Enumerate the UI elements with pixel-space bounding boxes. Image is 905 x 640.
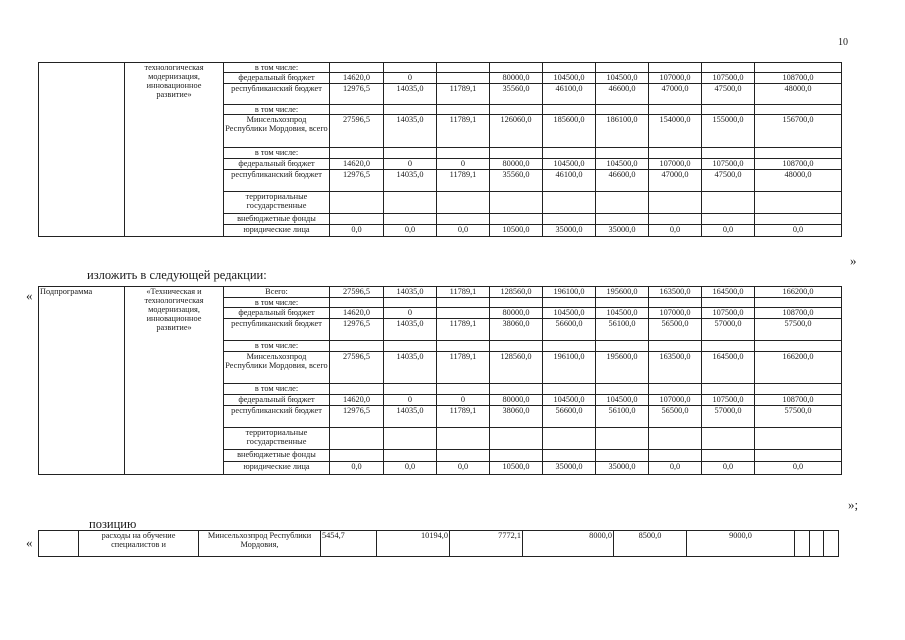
value-cell <box>490 450 543 462</box>
program-name-line: инновационное <box>146 81 202 90</box>
program-name-line: модернизация, <box>148 72 200 81</box>
value-cell: 104500,0 <box>543 159 596 170</box>
value-cell <box>330 105 384 115</box>
funding-source: республиканский бюджет <box>224 84 330 105</box>
value-cell: 27596,5 <box>330 287 384 298</box>
instruction-replace: изложить в следующей редакции: <box>87 268 267 282</box>
value-cell: 35000,0 <box>596 462 649 475</box>
row-source: Минсельхозпрод Республики Мордовия, <box>199 531 321 557</box>
value-cell <box>490 63 543 73</box>
value-cell: 9000,0 <box>687 531 795 557</box>
value-cell <box>649 148 702 159</box>
value-cell <box>490 384 543 395</box>
value-cell <box>490 105 543 115</box>
value-cell <box>543 450 596 462</box>
value-cell <box>437 148 490 159</box>
value-cell <box>490 148 543 159</box>
value-cell: 156700,0 <box>755 115 842 148</box>
value-cell: 35000,0 <box>543 462 596 475</box>
program-name-line: инновационное <box>146 314 202 323</box>
value-cell: 0,0 <box>437 462 490 475</box>
value-cell: 14620,0 <box>330 73 384 84</box>
value-cell: 128560,0 <box>490 287 543 298</box>
funding-source: федеральный бюджет <box>224 73 330 84</box>
value-cell: 104500,0 <box>596 308 649 319</box>
value-cell: 56600,0 <box>543 319 596 341</box>
value-cell <box>384 105 437 115</box>
value-cell: 11789,1 <box>437 319 490 341</box>
funding-source: внебюджетные фонды <box>224 450 330 462</box>
value-cell: 163500,0 <box>649 287 702 298</box>
value-cell <box>543 214 596 225</box>
value-cell: 195600,0 <box>596 287 649 298</box>
page-number: 10 <box>838 37 848 48</box>
value-cell <box>755 428 842 450</box>
value-cell <box>649 384 702 395</box>
value-cell: 104500,0 <box>543 73 596 84</box>
funding-source: внебюджетные фонды <box>224 214 330 225</box>
value-cell: 38060,0 <box>490 406 543 428</box>
value-cell <box>384 148 437 159</box>
funding-source: федеральный бюджет <box>224 308 330 319</box>
opening-quote-3: « <box>26 535 33 550</box>
funding-source: юридические лица <box>224 225 330 237</box>
value-cell <box>330 192 384 214</box>
value-cell: 14620,0 <box>330 395 384 406</box>
value-cell <box>437 105 490 115</box>
value-cell: 14035,0 <box>384 84 437 105</box>
value-cell: 107000,0 <box>649 73 702 84</box>
value-cell <box>596 428 649 450</box>
funding-source: в том числе: <box>224 63 330 73</box>
value-cell: 0,0 <box>649 462 702 475</box>
value-cell <box>384 384 437 395</box>
value-cell: 11789,1 <box>437 115 490 148</box>
empty-cell <box>39 63 125 237</box>
funding-source: территориальные государственные <box>224 192 330 214</box>
value-cell <box>702 428 755 450</box>
value-cell: 107500,0 <box>702 73 755 84</box>
value-cell: 47000,0 <box>649 84 702 105</box>
value-cell: 186100,0 <box>596 115 649 148</box>
value-cell: 107500,0 <box>702 395 755 406</box>
instruction-position: позицию <box>89 517 137 531</box>
value-cell: 128560,0 <box>490 352 543 384</box>
value-cell <box>702 298 755 308</box>
value-cell <box>755 384 842 395</box>
funding-source: в том числе: <box>224 384 330 395</box>
value-cell: 80000,0 <box>490 159 543 170</box>
value-cell <box>649 192 702 214</box>
value-cell <box>490 298 543 308</box>
funding-source: в том числе: <box>224 298 330 308</box>
value-cell <box>649 298 702 308</box>
value-cell: 46100,0 <box>543 84 596 105</box>
value-cell <box>596 384 649 395</box>
value-cell <box>649 450 702 462</box>
value-cell: 0,0 <box>755 462 842 475</box>
funding-source: Всего: <box>224 287 330 298</box>
value-cell: 10500,0 <box>490 462 543 475</box>
value-cell <box>649 214 702 225</box>
value-cell: 35560,0 <box>490 170 543 192</box>
value-cell: 0,0 <box>702 225 755 237</box>
value-cell <box>330 384 384 395</box>
value-cell: 166200,0 <box>755 352 842 384</box>
value-cell: 57500,0 <box>755 406 842 428</box>
value-cell: 11789,1 <box>437 352 490 384</box>
closing-quote-2: »; <box>848 497 859 512</box>
table-new-version <box>38 286 842 475</box>
value-cell: 56100,0 <box>596 319 649 341</box>
table-row <box>39 63 842 73</box>
value-cell: 38060,0 <box>490 319 543 341</box>
value-cell <box>330 450 384 462</box>
value-cell: 108700,0 <box>755 395 842 406</box>
value-cell <box>596 214 649 225</box>
value-cell <box>384 341 437 352</box>
value-cell: 11789,1 <box>437 406 490 428</box>
value-cell <box>596 148 649 159</box>
value-cell <box>437 308 490 319</box>
value-cell: 56500,0 <box>649 319 702 341</box>
value-cell: 163500,0 <box>649 352 702 384</box>
value-cell: 11789,1 <box>437 287 490 298</box>
value-cell: 12976,5 <box>330 406 384 428</box>
program-name-line: модернизация, <box>148 305 200 314</box>
value-cell: 0 <box>384 73 437 84</box>
value-cell: 46600,0 <box>596 170 649 192</box>
table-row <box>39 531 839 557</box>
value-cell: 0,0 <box>437 225 490 237</box>
funding-source: федеральный бюджет <box>224 395 330 406</box>
value-cell <box>384 298 437 308</box>
value-cell: 14035,0 <box>384 287 437 298</box>
value-cell: 12976,5 <box>330 84 384 105</box>
value-cell: 80000,0 <box>490 73 543 84</box>
value-cell: 104500,0 <box>543 395 596 406</box>
value-cell: 80000,0 <box>490 395 543 406</box>
value-cell <box>490 214 543 225</box>
opening-quote-2: « <box>26 288 33 303</box>
value-cell: 166200,0 <box>755 287 842 298</box>
value-cell <box>384 214 437 225</box>
program-label: Подпрограмма <box>39 287 125 475</box>
value-cell <box>702 341 755 352</box>
value-cell <box>437 341 490 352</box>
value-cell: 0 <box>437 395 490 406</box>
value-cell: 27596,5 <box>330 115 384 148</box>
funding-source: в том числе: <box>224 105 330 115</box>
value-cell: 46600,0 <box>596 84 649 105</box>
value-cell: 14035,0 <box>384 170 437 192</box>
value-cell: 12976,5 <box>330 319 384 341</box>
value-cell: 164500,0 <box>702 287 755 298</box>
value-cell: 104500,0 <box>596 395 649 406</box>
value-cell: 195600,0 <box>596 352 649 384</box>
value-cell <box>437 450 490 462</box>
value-cell <box>702 148 755 159</box>
funding-source: в том числе: <box>224 341 330 352</box>
value-cell: 57000,0 <box>702 319 755 341</box>
value-cell: 48000,0 <box>755 170 842 192</box>
value-cell: 0 <box>384 395 437 406</box>
program-name-line: «Техническая и <box>146 287 202 296</box>
value-cell: 164500,0 <box>702 352 755 384</box>
value-cell: 108700,0 <box>755 159 842 170</box>
value-cell: 185600,0 <box>543 115 596 148</box>
value-cell <box>543 298 596 308</box>
value-cell <box>330 428 384 450</box>
value-cell <box>437 298 490 308</box>
table-original-version <box>38 62 842 237</box>
value-cell <box>490 428 543 450</box>
value-cell <box>702 214 755 225</box>
value-cell <box>755 148 842 159</box>
value-cell: 107000,0 <box>649 308 702 319</box>
value-cell: 104500,0 <box>543 308 596 319</box>
value-cell <box>755 192 842 214</box>
empty-cell <box>39 531 79 557</box>
value-cell: 0 <box>384 308 437 319</box>
value-cell <box>755 450 842 462</box>
value-cell: 35560,0 <box>490 84 543 105</box>
value-cell: 12976,5 <box>330 170 384 192</box>
value-cell: 35000,0 <box>596 225 649 237</box>
value-cell <box>596 450 649 462</box>
closing-quote-1: » <box>850 253 857 268</box>
value-cell <box>330 63 384 73</box>
value-cell <box>437 63 490 73</box>
funding-source: республиканский бюджет <box>224 170 330 192</box>
funding-source: федеральный бюджет <box>224 159 330 170</box>
value-cell: 126060,0 <box>490 115 543 148</box>
value-cell: 0,0 <box>330 462 384 475</box>
value-cell <box>543 105 596 115</box>
value-cell <box>649 341 702 352</box>
value-cell: 108700,0 <box>755 308 842 319</box>
value-cell <box>755 298 842 308</box>
value-cell: 107500,0 <box>702 308 755 319</box>
empty-cell <box>795 531 810 557</box>
empty-cell <box>824 531 839 557</box>
value-cell: 5454,7 <box>321 531 377 557</box>
value-cell: 0,0 <box>702 462 755 475</box>
value-cell <box>543 384 596 395</box>
value-cell: 104500,0 <box>596 159 649 170</box>
value-cell <box>330 148 384 159</box>
value-cell <box>649 63 702 73</box>
value-cell: 8000,0 <box>523 531 614 557</box>
value-cell <box>437 73 490 84</box>
value-cell <box>437 214 490 225</box>
value-cell <box>384 192 437 214</box>
value-cell: 7772,1 <box>450 531 523 557</box>
value-cell <box>596 341 649 352</box>
value-cell: 80000,0 <box>490 308 543 319</box>
value-cell <box>702 105 755 115</box>
value-cell: 47500,0 <box>702 170 755 192</box>
value-cell <box>490 341 543 352</box>
value-cell: 56600,0 <box>543 406 596 428</box>
value-cell <box>543 192 596 214</box>
value-cell <box>330 214 384 225</box>
value-cell <box>596 105 649 115</box>
value-cell: 14035,0 <box>384 115 437 148</box>
value-cell <box>490 192 543 214</box>
value-cell: 14035,0 <box>384 406 437 428</box>
value-cell <box>543 63 596 73</box>
value-cell: 56100,0 <box>596 406 649 428</box>
funding-source: территориальные государственные <box>224 428 330 450</box>
value-cell <box>755 341 842 352</box>
value-cell: 14620,0 <box>330 308 384 319</box>
funding-source: юридические лица <box>224 462 330 475</box>
program-name-line: развитие» <box>156 323 192 332</box>
funding-source: в том числе: <box>224 148 330 159</box>
row-name: расходы на обучение специалистов и <box>79 531 199 557</box>
value-cell: 0,0 <box>755 225 842 237</box>
program-name <box>125 63 224 237</box>
value-cell: 48000,0 <box>755 84 842 105</box>
value-cell: 57500,0 <box>755 319 842 341</box>
value-cell <box>384 63 437 73</box>
value-cell: 0,0 <box>649 225 702 237</box>
value-cell: 47500,0 <box>702 84 755 105</box>
value-cell <box>702 384 755 395</box>
value-cell <box>702 192 755 214</box>
value-cell: 107000,0 <box>649 159 702 170</box>
value-cell <box>330 341 384 352</box>
funding-source: Минсельхозпрод Республики Мордовия, всего <box>224 352 330 384</box>
value-cell <box>702 63 755 73</box>
funding-source: Минсельхозпрод Республики Мордовия, всего <box>224 115 330 148</box>
value-cell <box>596 192 649 214</box>
value-cell: 196100,0 <box>543 287 596 298</box>
value-cell: 0 <box>384 159 437 170</box>
value-cell: 46100,0 <box>543 170 596 192</box>
value-cell: 107500,0 <box>702 159 755 170</box>
value-cell: 11789,1 <box>437 170 490 192</box>
value-cell: 0,0 <box>384 462 437 475</box>
value-cell: 10194,0 <box>377 531 450 557</box>
table-row <box>39 287 842 298</box>
value-cell: 35000,0 <box>543 225 596 237</box>
value-cell <box>543 428 596 450</box>
value-cell <box>543 341 596 352</box>
funding-source: республиканский бюджет <box>224 406 330 428</box>
value-cell <box>330 298 384 308</box>
value-cell <box>649 105 702 115</box>
program-name-line: технологическая <box>144 296 204 305</box>
value-cell <box>384 428 437 450</box>
value-cell: 0,0 <box>330 225 384 237</box>
value-cell: 14620,0 <box>330 159 384 170</box>
value-cell: 0,0 <box>384 225 437 237</box>
value-cell: 57000,0 <box>702 406 755 428</box>
value-cell <box>649 428 702 450</box>
empty-cell <box>810 531 824 557</box>
value-cell: 196100,0 <box>543 352 596 384</box>
table-position <box>38 530 839 557</box>
value-cell <box>384 450 437 462</box>
value-cell: 11789,1 <box>437 84 490 105</box>
value-cell: 107000,0 <box>649 395 702 406</box>
value-cell: 47000,0 <box>649 170 702 192</box>
value-cell: 155000,0 <box>702 115 755 148</box>
value-cell <box>437 192 490 214</box>
value-cell: 14035,0 <box>384 352 437 384</box>
value-cell: 0 <box>437 159 490 170</box>
value-cell: 14035,0 <box>384 319 437 341</box>
value-cell: 8500,0 <box>614 531 687 557</box>
value-cell <box>596 298 649 308</box>
value-cell <box>543 148 596 159</box>
program-name-line: развитие» <box>156 90 192 99</box>
value-cell <box>437 428 490 450</box>
funding-source: республиканский бюджет <box>224 319 330 341</box>
program-name <box>125 287 224 475</box>
value-cell <box>596 63 649 73</box>
value-cell: 27596,5 <box>330 352 384 384</box>
program-name-line: технологическая <box>144 63 204 72</box>
value-cell <box>755 214 842 225</box>
value-cell <box>702 450 755 462</box>
value-cell <box>755 63 842 73</box>
value-cell: 56500,0 <box>649 406 702 428</box>
value-cell: 104500,0 <box>596 73 649 84</box>
value-cell <box>755 105 842 115</box>
value-cell: 10500,0 <box>490 225 543 237</box>
value-cell <box>437 384 490 395</box>
value-cell: 108700,0 <box>755 73 842 84</box>
value-cell: 154000,0 <box>649 115 702 148</box>
